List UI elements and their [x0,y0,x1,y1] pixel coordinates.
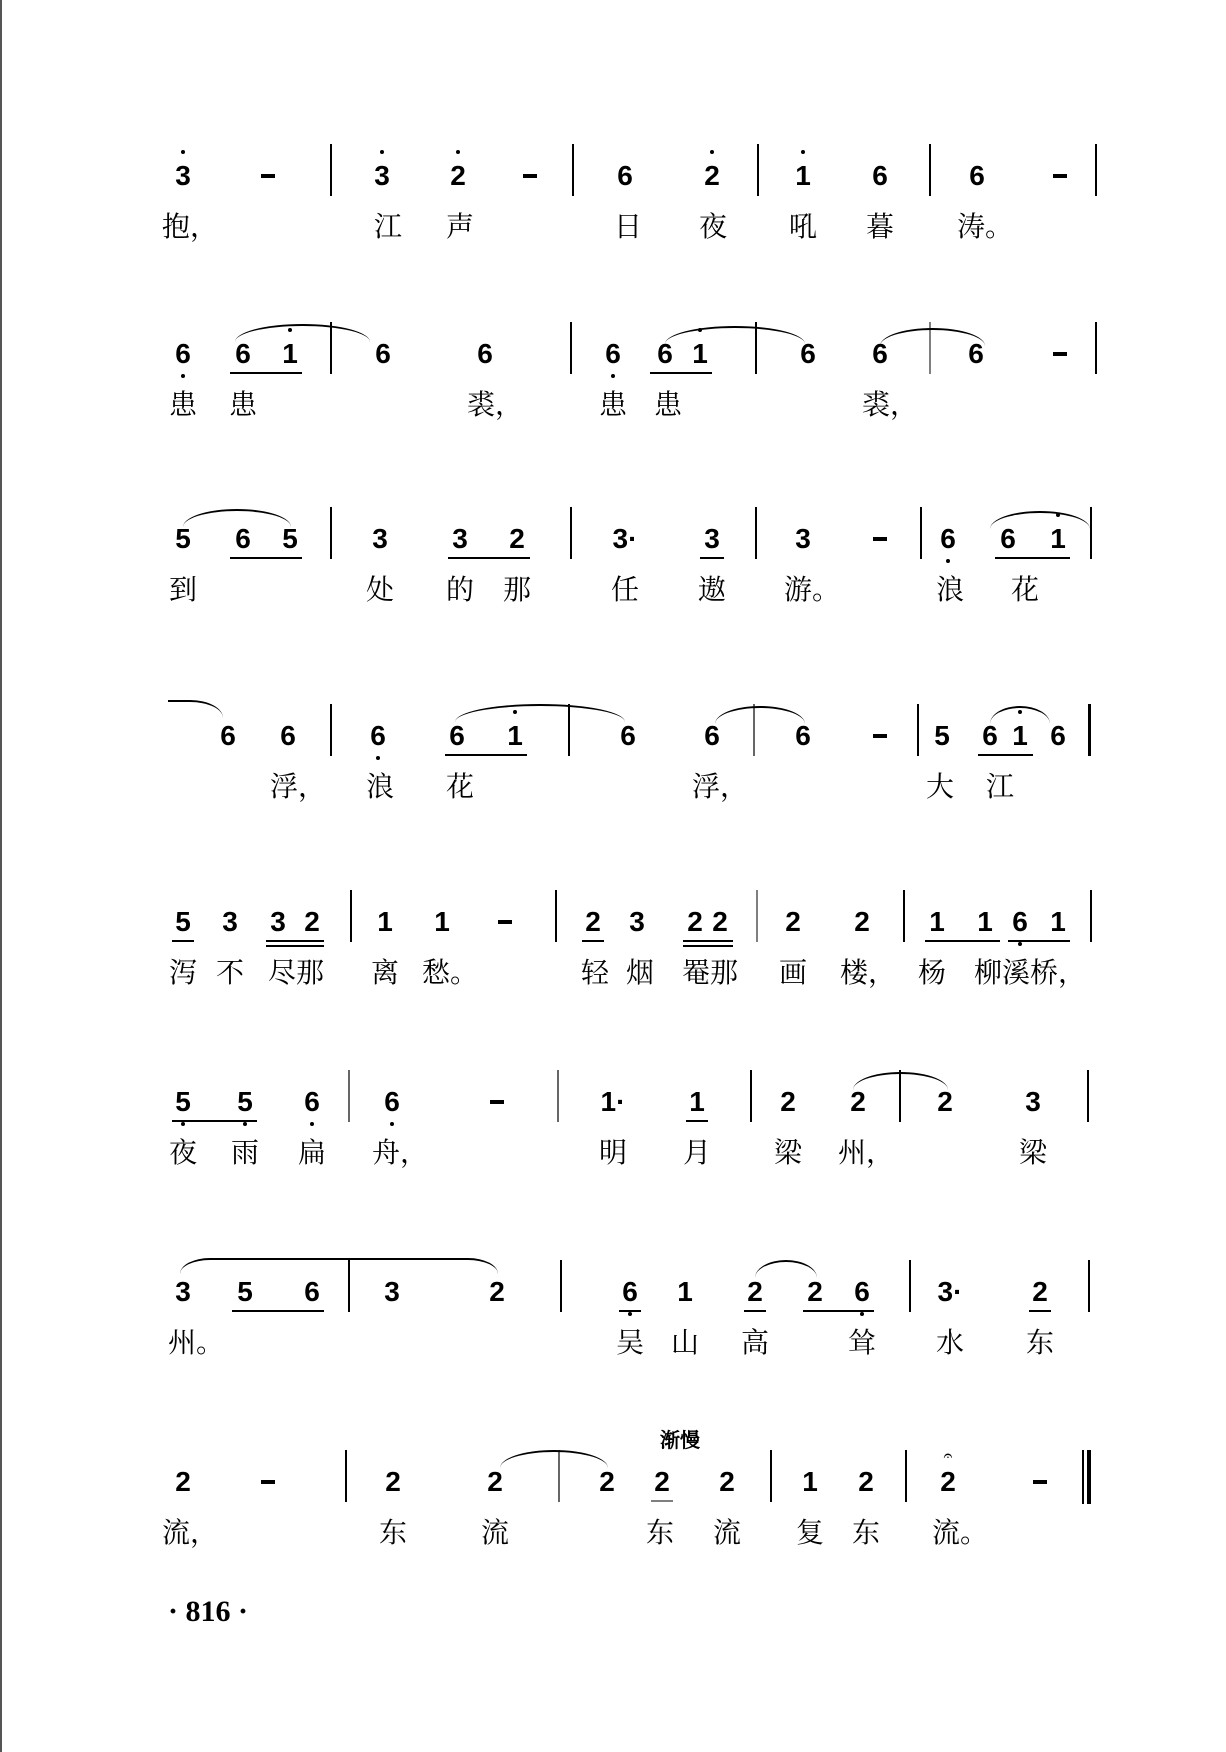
note: 2 [858,1466,874,1497]
lyric: 任 [610,573,640,606]
underline [686,1120,708,1122]
barline [917,704,919,756]
barline [560,1260,562,1312]
barline [330,507,332,559]
note: 6 [235,338,251,369]
dash [261,1480,275,1484]
note: 1 [802,1466,818,1497]
note: 1 [977,906,993,937]
note: 6 [933,523,963,555]
note: 3 [168,160,198,192]
note: 3 [1025,1086,1041,1117]
underline [995,557,1070,559]
note: 2 [780,1086,796,1117]
note: 3 [384,1276,400,1307]
lyric: 东 [378,1516,408,1549]
barline [750,1070,752,1122]
note: 6 [168,338,198,370]
note: 5 [282,523,298,554]
underline-double [266,945,324,947]
underline [266,940,324,942]
lyric: 浪 [935,573,965,606]
underline [448,557,530,559]
note: 1 [929,906,945,937]
lyric: 耸 [847,1326,877,1359]
note: 2 [385,1466,401,1497]
barline [756,890,758,942]
barline [330,322,332,374]
lyric: 处 [365,573,395,606]
lyric: 楼， [839,956,897,989]
lyric: 明 [598,1136,628,1169]
slur [180,1258,498,1276]
note: 1 [677,1276,693,1307]
lyric: 扁 [297,1136,327,1169]
note: 5 [175,906,191,937]
note: 3 [367,160,397,192]
note: 6 [297,1086,327,1118]
note: 3 [175,1276,191,1307]
lyric: 山 [670,1326,700,1359]
note: 1 [685,338,715,370]
note: 6 [704,720,720,751]
note: 5 [168,1086,198,1118]
note: 5 [237,1276,253,1307]
lyric: 柳溪桥， [973,956,1087,989]
lyric: 画 [778,956,808,989]
barline [555,890,557,942]
barline [330,144,332,196]
barline [755,507,757,559]
underline [172,1120,257,1122]
lyric: 浮， [691,770,749,803]
note: 6 [280,720,296,751]
barline [570,322,572,374]
lyric: 东 [1025,1326,1055,1359]
note: 6 [968,338,984,369]
lyric: 梁 [773,1136,803,1169]
lyric: 涛。 [956,210,1014,243]
lyric: 患 [653,388,683,421]
lyric: 花 [1010,573,1040,606]
score-row-1 [0,160,1226,260]
note: 2 [697,160,727,192]
lyric: 复 [795,1516,825,1549]
barline [345,1450,347,1502]
barline [1095,322,1097,374]
lyric: 裘， [466,388,524,421]
underline [445,754,527,756]
note: 2 [489,1276,505,1307]
lyric: 吴 [615,1326,645,1359]
note: 6 [872,338,888,369]
barline [570,507,572,559]
barline [350,890,352,942]
underline [230,372,302,374]
lyric: 吼 [788,210,818,243]
underline-double [683,945,733,947]
lyric: 裘， [861,388,919,421]
note: 1 [1043,523,1073,555]
note: 2 [599,1466,615,1497]
fermata-icon: 𝄐 [943,1448,953,1465]
dash [498,920,512,924]
barline [1090,507,1092,559]
note: 5 [934,720,950,751]
dash [873,537,887,541]
score-row-5 [0,906,1226,1006]
lyric: 高 [740,1326,770,1359]
lyric: 夜 [168,1136,198,1169]
note: 6 [617,160,633,191]
barline [1088,1260,1090,1312]
tempo-marking: 渐慢 [660,1428,700,1452]
note: 3 [452,523,468,554]
barline [753,704,755,756]
note: 6 [220,720,236,751]
barline [905,1450,907,1502]
barline [1087,1070,1089,1122]
lyric: 轻 [580,956,610,989]
barline [1090,890,1092,942]
note: 2 [712,906,728,937]
note: 6 [872,160,888,191]
underline [1029,1310,1051,1312]
note: 2 [687,906,703,937]
note: 2 [785,906,801,937]
note: 1 [1050,906,1066,937]
dash [1053,174,1067,178]
lyric: 杨 [917,956,947,989]
barline [757,144,759,196]
barline [909,1260,911,1312]
lyric: 舟， [371,1136,429,1169]
score-row-7 [0,1276,1226,1376]
lyric: 离 [370,956,400,989]
note: 6 [620,720,636,751]
underline [1008,940,1070,942]
underline [700,557,724,559]
lyric: 月 [682,1136,712,1169]
lyric: 流 [712,1516,742,1549]
note: 2 [807,1276,823,1307]
lyric: 梁 [1018,1136,1048,1169]
lyric: 不 [215,956,245,989]
dash [490,1100,504,1104]
note: 6 [477,338,493,369]
barline [348,1260,350,1312]
note: 2 [175,1466,191,1497]
barline [1088,704,1091,756]
lyric: 浪 [365,770,395,803]
note: 5 [175,523,191,554]
note: 6 [847,1276,877,1308]
lyric: 患 [168,388,198,421]
page-number: · 816 · [168,1595,249,1628]
note: 1 [275,338,305,370]
note: 1 [788,160,818,192]
note: 3 [795,523,811,554]
barline [899,1070,901,1122]
note: 3· [937,1276,963,1307]
lyric: 浮， [269,770,327,803]
lyric: 患 [598,388,628,421]
lyric: 罨那 [681,956,739,989]
note: 2 [850,1086,866,1117]
lyric: 东 [645,1516,675,1549]
barline [348,1070,350,1122]
note: 2 [937,1086,953,1117]
lyric: 愁。 [421,956,479,989]
dash [523,174,537,178]
barline [558,1450,560,1502]
underline [978,754,1033,756]
note: 5 [230,1086,260,1118]
note: 6 [304,1276,320,1307]
lyric: 抱， [161,210,219,243]
dash [1033,1480,1047,1484]
score-row-6 [0,1086,1226,1186]
barline [557,1070,559,1122]
underline [172,940,194,942]
note: 2 [509,523,525,554]
barline [929,322,931,374]
lyric: 那 [502,573,532,606]
note: 6 [375,338,391,369]
lyric: 雨 [230,1136,260,1169]
slur [168,700,223,718]
lyric: 的 [445,573,475,606]
note: 3· [612,523,638,554]
barline [568,704,570,756]
note: 2 [443,160,473,192]
lyric: 患 [228,388,258,421]
note: 2 [854,906,870,937]
score-row-8 [0,1428,1226,1566]
lyric: 遨 [697,573,727,606]
note: 1 [689,1086,705,1117]
note: 6 [657,338,673,369]
note: 6 [800,338,816,369]
note: 6 [363,720,393,752]
underline [582,940,604,942]
dash [261,174,275,178]
lyric: 泻 [168,956,198,989]
barline [330,704,332,756]
underline [230,557,302,559]
lyric: 水 [935,1326,965,1359]
note: 1· [600,1086,626,1117]
barline [572,144,574,196]
note: 6 [615,1276,645,1308]
note: 1 [1005,720,1035,752]
lyric: 东 [851,1516,881,1549]
score-row-3 [0,523,1226,623]
dash [1053,352,1067,356]
lyric: 流， [161,1516,219,1549]
note: 3 [629,906,645,937]
underline [651,1500,673,1502]
lyric: 夜 [698,210,728,243]
final-barline [1082,1450,1084,1504]
note: 3 [222,906,238,937]
note: 2 [719,1466,735,1497]
barline [903,890,905,942]
note: 2 [585,906,601,937]
note: 6 [1000,523,1016,554]
dash [873,734,887,738]
barline [770,1450,772,1502]
note: 2 [654,1466,670,1497]
barline [755,322,757,374]
note: 6 [795,720,811,751]
note: 3 [270,906,286,937]
barline [929,144,931,196]
underline [650,372,712,374]
lyric: 声 [445,210,475,243]
note: 6 [598,338,628,370]
underline [619,1310,641,1312]
underline [232,1310,324,1312]
note: 6 [377,1086,407,1118]
lyric: 暮 [865,210,895,243]
lyric: 游。 [783,573,841,606]
lyric: 流。 [931,1516,989,1549]
underline [683,940,733,942]
score-row-4 [0,720,1226,820]
note: 2 [747,1276,763,1307]
note: 6 [982,720,998,751]
note: 1 [500,720,530,752]
barline [920,507,922,559]
note: 2 [487,1466,503,1497]
lyric: 州。 [167,1326,225,1359]
note: 1 [434,906,450,937]
note: 6 [449,720,465,751]
note: 6 [969,160,985,191]
lyric: 烟 [625,956,655,989]
note: 6 [235,523,251,554]
underline [803,1310,874,1312]
note: 3 [372,523,388,554]
lyric: 日 [613,210,643,243]
lyric: 州， [837,1136,895,1169]
lyric: 到 [168,573,198,606]
note: 1 [377,906,393,937]
score-row-2 [0,338,1226,438]
note: 2 [304,906,320,937]
note: 3 [704,523,720,554]
lyric: 花 [445,770,475,803]
final-barline-thick [1087,1450,1091,1504]
note: 6 [1050,720,1066,751]
note: 2 [1032,1276,1048,1307]
barline [1095,144,1097,196]
underline [925,940,1000,942]
lyric: 江 [985,770,1015,803]
note: 6 [1005,906,1035,938]
lyric: 江 [373,210,403,243]
lyric: 流 [480,1516,510,1549]
underline [744,1310,766,1312]
note: 2 [940,1466,956,1497]
lyric: 大 [925,770,955,803]
slur [455,704,625,722]
lyric: 尽那 [267,956,325,989]
